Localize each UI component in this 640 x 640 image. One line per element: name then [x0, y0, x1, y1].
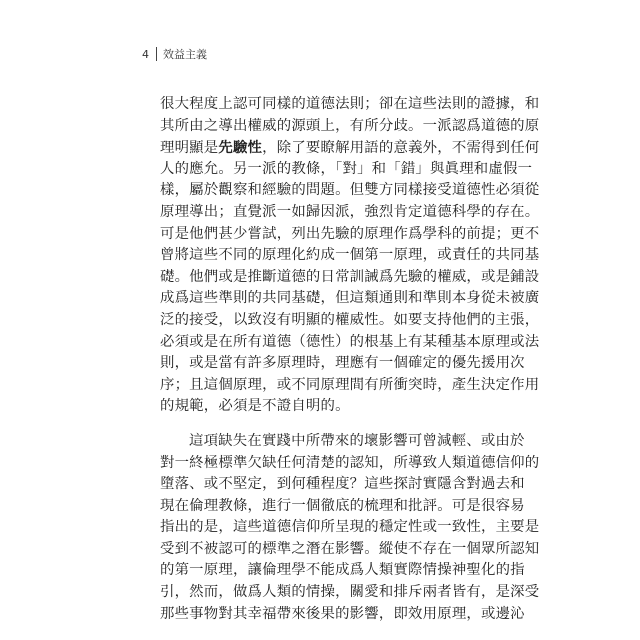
- page-number: 4: [142, 47, 149, 61]
- text-line: 序；且這個原理，或不同原理間有所衝突時，產生決定作用: [160, 376, 540, 393]
- text-line: 這項缺失在實踐中所帶來的壞影響可曾減輕、或由於: [189, 432, 525, 449]
- text-line: 的第一原理，讓倫理學不能成爲人類實際情操神聖化的指: [160, 562, 525, 579]
- text-line: 的規範，必須是不證自明的。: [160, 398, 350, 415]
- text-line: 墮落、或不堅定，到何種程度？這些探討實隱含對過去和: [160, 476, 525, 493]
- text-line: 必須或是在所有道德（德性）的根基上有某種基本原理或法: [160, 333, 540, 350]
- running-header: [142, 46, 207, 62]
- text-line: 對一終極標準欠缺任何清楚的認知，所導致人類道德信仰的: [160, 454, 540, 471]
- body-text: [160, 94, 540, 625]
- text-line: 泛的接受，以致沒有明顯的權威性。如要支持他們的主張，: [160, 311, 540, 328]
- text-line: 引，然而，做爲人類的情操，關愛和排斥兩者皆有，是深受: [160, 584, 540, 601]
- running-title: 效益主義: [163, 48, 207, 61]
- text-line: 曾將這些不同的原理化約成一個第一原理，或責任的共同基: [160, 247, 540, 264]
- text-line: 人的應允。另一派的教條，「對」和「錯」與眞理和虛假一: [160, 160, 533, 177]
- text-line: 可是他們甚少嘗試，列出先驗的原理作爲學科的前提；更不: [160, 225, 540, 242]
- text-line: 則，或是當有許多原理時，理應有一個確定的優先援用次: [160, 355, 525, 372]
- text-line: [160, 137, 540, 159]
- text-line: 礎。他們或是推斷道德的日常訓誡爲先驗的權威，或是鋪設: [160, 268, 540, 285]
- text-line: 原理導出；直覺派一如歸因派，強烈肯定道德科學的存在。: [160, 203, 540, 220]
- text-line: 其所由之導出權威的源頭上，有所分歧。一派認爲道德的原: [160, 117, 540, 134]
- emphasis-text: 先驗性: [218, 139, 263, 157]
- text-line: 成爲這些準則的共同基礎，但這類通則和準則本身從未被廣: [160, 290, 540, 307]
- text-line: 指出的是，這些道德信仰所呈現的穩定性或一致性，主要是: [160, 519, 540, 536]
- text-run: 理明顯是: [160, 140, 219, 157]
- text-line: 現在倫理教條，進行一個徹底的梳理和批評。可是很容易: [160, 497, 525, 514]
- text-run: ，除了要瞭解用語的意義外，不需得到任何: [262, 140, 540, 157]
- header-divider: [156, 47, 157, 61]
- text-line: 受到不被認可的標準之潛在影響。縱使不存在一個眾所認知: [160, 540, 540, 557]
- text-line: 那些事物對其幸福帶來後果的影響，即效用原理，或邊沁: [160, 605, 525, 622]
- text-line: 樣，屬於觀察和經驗的問題。但雙方同樣接受道德性必須從: [160, 182, 540, 199]
- paragraph-2: [160, 431, 540, 625]
- paragraph-1: [160, 94, 540, 418]
- text-line: 很大程度上認可同樣的道德法則；卻在這些法則的證據，和: [160, 96, 540, 112]
